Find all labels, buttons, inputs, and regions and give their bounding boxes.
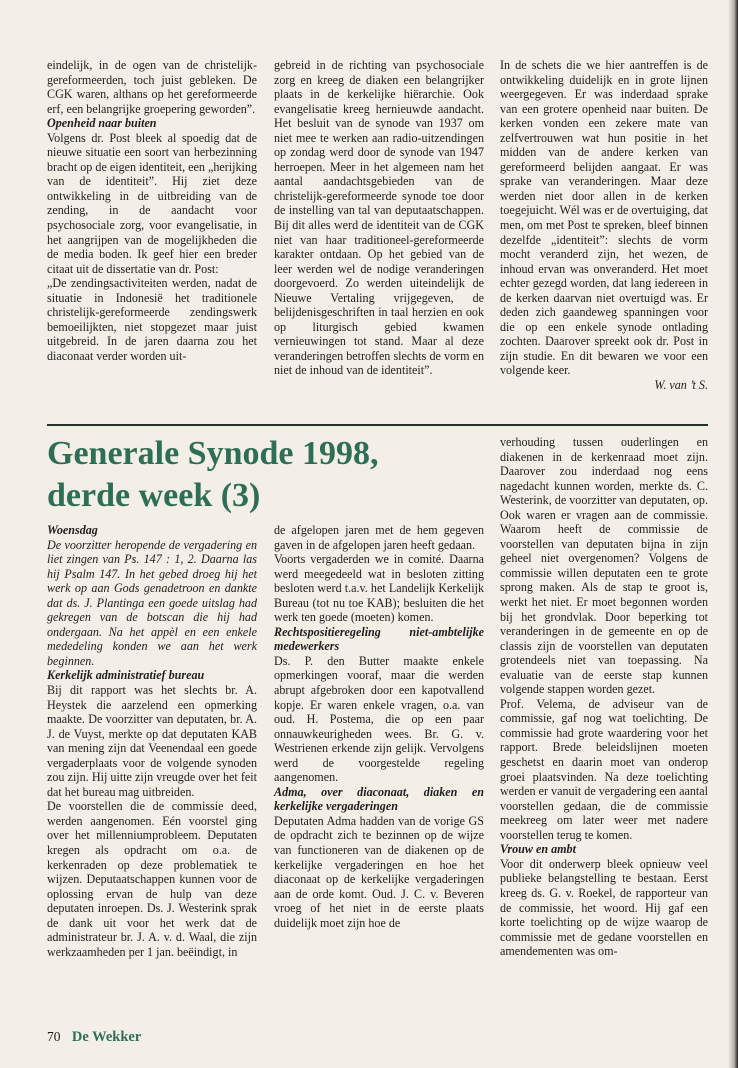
magazine-name: De Wekker	[71, 1029, 142, 1045]
section-divider	[47, 424, 708, 426]
paragraph: Deputaten Adma hadden van de vorige GS de opdracht zich te bezinnen op de wijze van functioneren van de diakenen op de kerkelijke vergaderingen en hoe het diaconaat op de kerkelijke vergaderingen aan de orde komt. Oud. J. C. v. Beveren vroeg of het niet in de eerste plaats duidelijk moet zijn hoe de	[274, 813, 484, 930]
page-footer	[47, 1029, 141, 1046]
paragraph: Prof. Velema, de adviseur van de commissie, gaf nog wat toelichting. De commissie had grote waardering voor het rapport. Brede beleidslijnen moeten geschetst en daarin moet van onderop groei plaatsvinden. Na deze toelichting werden er vanuit de vergadering een aantal voorstellen gedaan, die de commissie meekreeg om later weer met nadere voorstellen terug te komen.	[500, 696, 708, 842]
paragraph: gebreid in de richting van psychosociale zorg en kreeg de diaken een belangrijker plaats in de kerkelijke hiërarchie. Ook evangelisatie kreeg hernieuwde aandacht. Het besluit van de synode van 1937 om niet mee te werken aan radio-uitzendingen op zondag werd door de synode van 1947 herroepen. Meer in het algemeen nam het aantal aandachtsgebieden van de christelijk-gereformeerde synode toe door de instelling van tal van deputaatschappen. Bij dit alles werd de identiteit van de CGK niet van haar traditioneel-gereformeerde karakter ontdaan. Op het gebied van de leer werden wel de nodige veranderingen doorgevoerd. Zo werden uiteindelijk de Nieuwe Vertaling vrijgegeven, de belijdenisgeschriften in taal herzien en ook op liturgisch gebied kwamen vernieuwingen tot stand. Maar al deze veranderingen betroffen slechts de vorm en niet de inhoud van de identiteit”.	[274, 58, 484, 378]
page-number: 70	[47, 1029, 61, 1044]
paragraph: Ds. P. den Butter maakte enkele opmerkingen vooraf, maar die werden abrupt afgebroken door een kapotvallend kopje. Er waren enkele vragen, o.a. van oud. H. Postema, die op een paar onnauwkeurigheden wees. Br. G. v. Westrienen erkende zijn gelijk. Vervolgens werd de voorgestelde regeling aangenomen.	[274, 653, 484, 785]
paragraph: Voor dit onderwerp bleek opnieuw veel publieke belangstelling te bestaan. Eerst kreeg ds. G. v. Roekel, de rapporteur van de commissie, het woord. Hij gaf een korte toelichting op de wijze waarop de commissie met de gedane voorstellen en amendementen was om-	[500, 856, 708, 959]
paragraph: verhouding tussen ouderlingen en diakenen in de kerkenraad moet zijn. Daarover zou inderdaad nog eens nagedacht kunnen worden, merkte ds. C. Westerink, de voorzitter van deputaten, op. Ook waren er vragen aan de commissie. Waarom heeft de commissie de voorstellen van deputaten bijna in zijn geheel niet overgenomen? Volgens de commissie willen deputaten een te grote sprong maken. Als de stap te groot is, werkt het niet. Er moet begonnen worden bij het grondvlak. Door beperking tot veranderingen in de gemeente en op de classis zijn de voorstellen van deputaten grotendeels niet van toepassing. Na evaluatie van de eerste stap kunnen volgende stappen worden gezet.	[500, 435, 708, 697]
section-heading: Kerkelijk administratief bureau	[47, 668, 205, 683]
section-heading: Woensdag	[47, 523, 98, 537]
section-heading: Vrouw en ambt	[500, 842, 576, 857]
intro-paragraph: De voorzitter heropende de vergadering en liet zingen van Ps. 147 : 1, 2. Daarna las hij Psalm 147. In het gebed droeg hij het werk op aan Gods genadetroon en dankte dat ds. J. Plantinga een goede uitslag had gekregen van de botscan die hij had ondergaan. Na het appèl en een enkele mededeling konden we aan het werk beginnen.	[47, 537, 257, 668]
paragraph: de afgelopen jaren met de hem gegeven gaven in de afgelopen jaren heeft gedaan.	[274, 523, 484, 552]
top-column-3	[500, 58, 708, 393]
top-column-2	[274, 58, 484, 378]
article-title-line-1: Generale Synode 1998,	[47, 435, 379, 472]
article-title	[47, 433, 487, 517]
page-edge-shadow	[728, 0, 738, 1068]
paragraph: Bij dit rapport was het slechts br. A. Heystek die aarzelend een opmerking maakte. De voorzitter van deputaten, br. A. J. de Vuyst, merkte op dat deputaten KAB van mening zijn dat Veenendaal een goede vergaderplaats voor de volgende synoden zou zijn. Hij uitte zijn vreugde over het feit dat het bureau mag uitbreiden.	[47, 683, 257, 799]
top-column-1	[47, 58, 257, 363]
article-column-2	[274, 523, 484, 930]
section-heading: Adma, over diaconaat, diaken en kerkelijke vergaderingen	[274, 784, 484, 814]
paragraph: eindelijk, in de ogen van de christelijk-gereformeerden, toch juist gebleken. De CGK waren, althans op het gereformeerde erf, een belangrijke groepering geworden”.	[47, 58, 257, 116]
section-heading: Openheid naar buiten	[47, 116, 157, 131]
section-heading: Rechtspositieregeling niet-ambtelijke medewerkers	[274, 624, 484, 654]
article-column-1	[47, 523, 257, 959]
paragraph: Volgens dr. Post bleek al spoedig dat de nieuwe situatie een soort van herbezinning bracht op de eigen identiteit, een „herijking van de identiteit”. Hij ziet deze ontwikkeling in de uitbreiding van de zending, in de aandacht voor psychosociale zorg, voor evangelisatie, in het aangrijpen van de mogelijkheden die de media boden. Ik geef hier een breder citaat uit de dissertatie van dr. Post:	[47, 130, 257, 276]
paragraph: Voorts vergaderden we in comité. Daarna werd meegedeeld wat in besloten zitting besloten werd t.a.v. het Landelijk Kerkelijk Bureau (tot nu toe KAB); besluiten die het werk ten goede (moeten) komen.	[274, 552, 484, 625]
paragraph: In de schets die we hier aantreffen is de ontwikkeling duidelijk en in grote lijnen weergegeven. Er was inderdaad sprake van een grotere openheid naar buiten. De kerken vonden een zekere mate van zelfvertrouwen wat hun positie in het midden van de andere kerken van gereformeerd belijden aangaat. Er was sprake van veranderingen. Maar deze werden niet door allen in de kerken toegejuicht. Wél was er de overtuiging, dat men, om met Post te spreken, bleef binnen dezelfde „identiteit”: slechts de vorm mocht veranderd zijn, het wezen, de inhoud ervan was onveranderd. Het moet echter gezegd worden, dat lang iedereen in de kerken daarvan niet overtuigd was. Er deden zich gaandeweg spanningen voor die op een enkele synode ontlading zochten. Daarover spreekt ook dr. Post in zijn studie. En dit bewaren we voor een volgende keer.	[500, 58, 708, 378]
paragraph: „De zendingsactiviteiten werden, nadat de situatie in Indonesië het traditionele christelijk-gereformeerde zendingswerk bemoeilijkten, niet stopgezet maar juist uitgebreid. In de jaren daarna zou het diaconaat verder worden uit-	[47, 276, 257, 363]
author-signature: W. van ’t S.	[654, 378, 708, 393]
article-title-line-2: derde week (3)	[47, 477, 261, 514]
article-column-3	[500, 435, 708, 959]
paragraph: De voorstellen die de commissie deed, werden aangenomen. Eén voorstel ging over het millenniumprobleem. Deputaten kregen als opdracht om o.a. de kerkenraden op deze problematiek te wijzen. Deputaatschappen kunnen voor de oplossing ervan de hulp van deze deputaten inroepen. Ds. J. Westerink sprak de dank uit voor het werk dat de administrateur br. J. A. v. d. Waal, die zijn werkzaamheden per 1 jan. beëindigt, in	[47, 799, 257, 959]
